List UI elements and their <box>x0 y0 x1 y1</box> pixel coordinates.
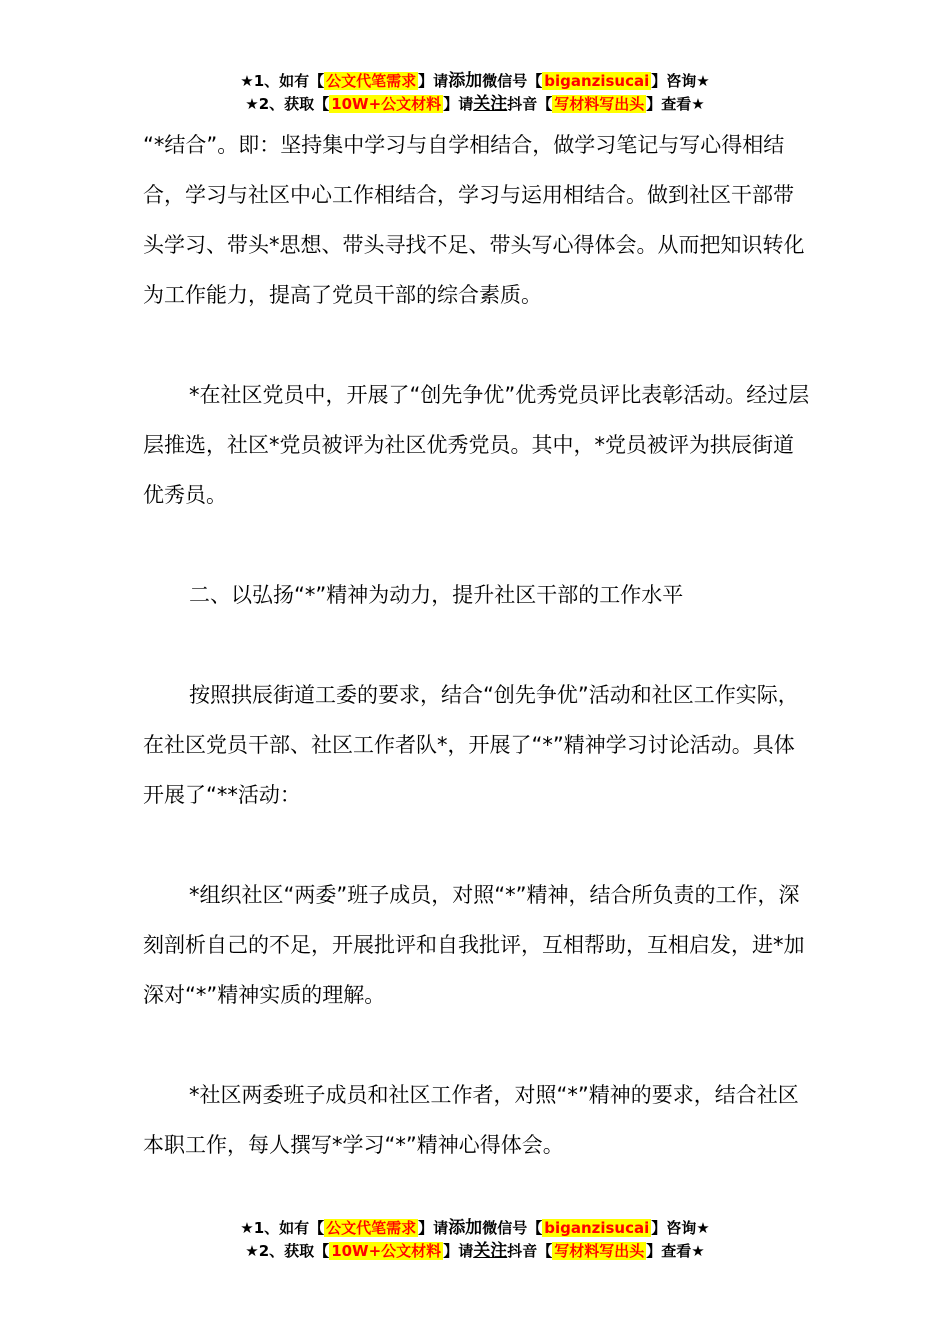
banner-text: ★2、获取【 <box>245 95 330 113</box>
banner-line-1 <box>0 70 950 93</box>
highlight-service: 公文代笔需求 <box>326 1219 417 1237</box>
highlight-douyin-id: 写材料写出头 <box>554 1242 645 1260</box>
banner-text: 】咨询★ <box>651 72 710 90</box>
banner-line-1 <box>0 1217 950 1240</box>
highlight-materials: 10W+公文材料 <box>331 95 442 113</box>
banner-text: ★1、如有【 <box>240 1219 325 1237</box>
highlight-service: 公文代笔需求 <box>326 72 417 90</box>
banner-text: 】请 <box>418 1219 449 1237</box>
paragraph-gap <box>143 320 810 370</box>
paragraph-study-activity: 按照拱辰街道工委的要求，结合“创先争优”活动和社区工作实际，在社区党员干部、社区工作者队*，开展了“*”精神学习讨论活动。具体开展了“**活动： <box>143 683 799 807</box>
banner-text: 】请 <box>443 95 474 113</box>
banner-text: 】查看★ <box>646 1242 705 1260</box>
highlight-wechat-id: biganzisucai <box>544 72 650 90</box>
banner-line-2 <box>0 1240 950 1263</box>
paragraph-gap <box>143 520 810 570</box>
paragraph-study-combination: “*结合”。即：坚持集中学习与自学相结合，做学习笔记与写心得相结合，学习与社区中心工作相结合，学习与运用相结合。做到社区干部带头学习、带头*思想、带头寻找不足、带头写心得体会。从而把知识转化为工作能力，提高了党员干部的综合素质。 <box>143 133 805 307</box>
paragraph-reflection-writing: *社区两委班子成员和社区工作者，对照“*”精神的要求，结合社区本职工作，每人撰写*学习“*”精神心得体会。 <box>143 1083 799 1157</box>
banner-text: 抖音【 <box>507 1242 553 1260</box>
document-body <box>143 120 810 1170</box>
banner-text: ★1、如有【 <box>240 72 325 90</box>
banner-text: 】请 <box>418 72 449 90</box>
banner-text: 】咨询★ <box>651 1219 710 1237</box>
highlight-wechat-id: biganzisucai <box>544 1219 650 1237</box>
footer-banner <box>0 1217 950 1263</box>
banner-line-2 <box>0 93 950 116</box>
highlight-douyin-id: 写材料写出头 <box>554 95 645 113</box>
banner-emphasis: 关注 <box>473 1241 508 1261</box>
section-heading: 二、以弘扬“*”精神为动力，提升社区干部的工作水平 <box>189 583 684 607</box>
banner-text: ★2、获取【 <box>245 1242 330 1260</box>
paragraph-gap <box>143 1020 810 1070</box>
highlight-materials: 10W+公文材料 <box>331 1242 442 1260</box>
banner-text: 】请 <box>443 1242 474 1260</box>
paragraph-party-award: *在社区党员中，开展了“创先争优”优秀党员评比表彰活动。经过层层推选，社区*党员被评为社区优秀党员。其中，*党员被评为拱辰街道优秀员。 <box>143 383 810 507</box>
banner-emphasis: 添加 <box>448 71 483 91</box>
banner-text: 微信号【 <box>482 1219 543 1237</box>
banner-emphasis: 添加 <box>448 1218 483 1238</box>
banner-text: 抖音【 <box>507 95 553 113</box>
paragraph-gap <box>143 620 810 670</box>
banner-text: 】查看★ <box>646 95 705 113</box>
banner-text: 微信号【 <box>482 72 543 90</box>
banner-emphasis: 关注 <box>473 94 508 114</box>
header-banner <box>0 70 950 116</box>
paragraph-gap <box>143 820 810 870</box>
paragraph-self-criticism: *组织社区“两委”班子成员，对照“*”精神，结合所负责的工作，深刻剖析自己的不足，开展批评和自我批评，互相帮助，互相启发，进*加深对“*”精神实质的理解。 <box>143 883 805 1007</box>
